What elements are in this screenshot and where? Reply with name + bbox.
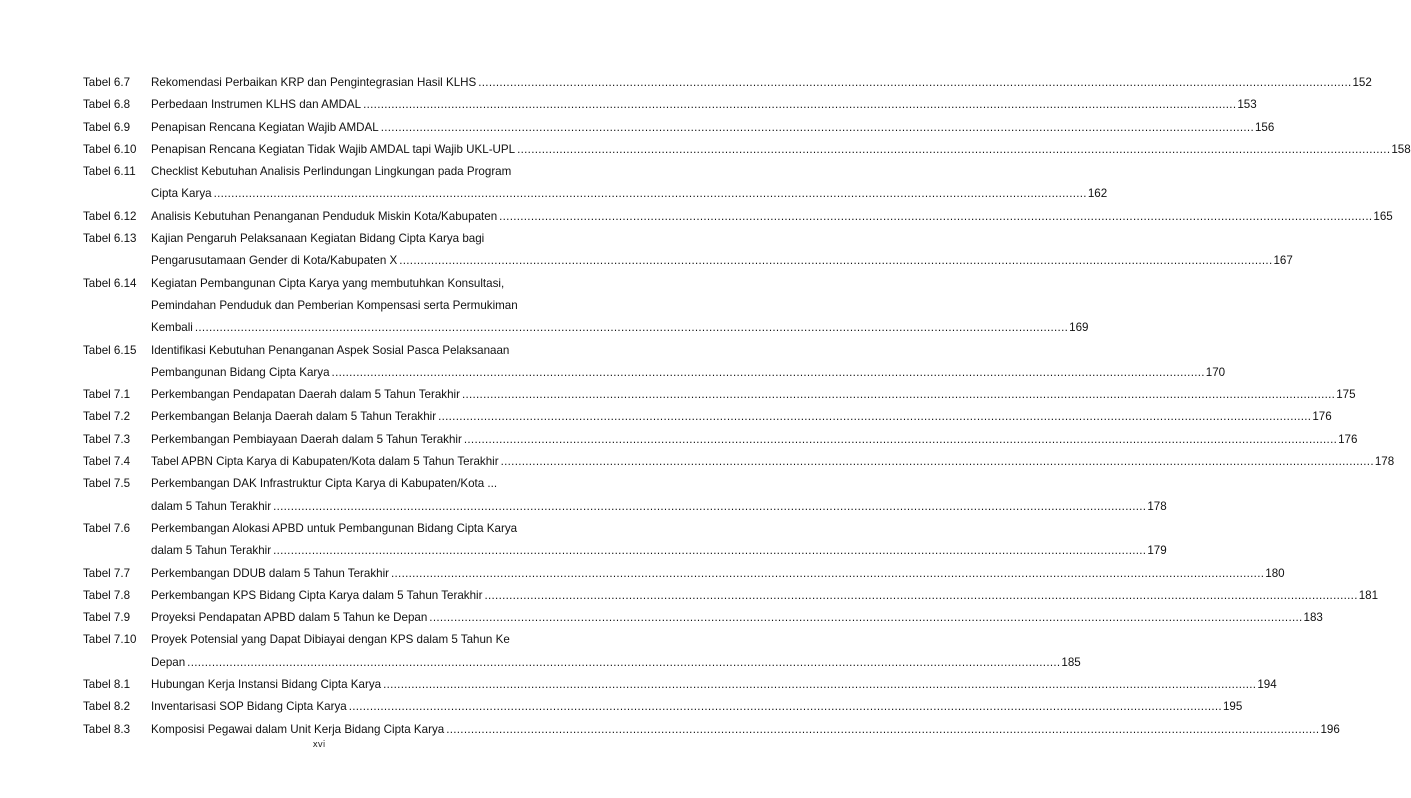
dot-leader <box>462 429 1337 451</box>
toc-entry-title-line <box>151 719 1340 741</box>
dot-leader <box>185 652 1060 674</box>
toc-entry-title <box>151 451 1395 473</box>
toc-entry-title-line <box>151 183 1108 205</box>
toc-entry-label: Tabel 6.10 <box>83 142 137 156</box>
toc-entry <box>83 340 1226 385</box>
toc-entry <box>83 674 1277 696</box>
dot-leader <box>361 94 1236 116</box>
toc-entry <box>83 72 1372 94</box>
toc-entry-page: 194 <box>1257 678 1277 692</box>
toc-entry-label: Tabel 7.9 <box>83 611 131 625</box>
toc-entry <box>83 607 1323 629</box>
toc-entry-title <box>151 384 1356 406</box>
dot-leader <box>330 362 1205 384</box>
toc-entry <box>83 139 1411 161</box>
toc-entry-title <box>151 696 1243 718</box>
toc-entry-title-text: Penapisan Rencana Kegiatan Wajib AMDAL <box>151 120 379 134</box>
dot-leader <box>460 384 1335 406</box>
toc-entry-title-line <box>151 607 1323 629</box>
toc-entry <box>83 518 1167 563</box>
toc-entry <box>83 161 1108 206</box>
toc-entry-page: 183 <box>1303 611 1323 625</box>
toc-entry-label: Tabel 7.7 <box>83 566 131 580</box>
toc-entry <box>83 94 1257 116</box>
toc-entry <box>83 563 1285 585</box>
toc-entry <box>83 117 1275 139</box>
toc-entry-label: Tabel 8.3 <box>83 722 131 736</box>
toc-entry-title-line <box>151 117 1275 139</box>
toc-entry-title <box>151 72 1372 94</box>
dot-leader <box>397 250 1272 272</box>
toc-entry-title <box>151 629 1081 674</box>
toc-entry-title <box>151 161 1108 206</box>
dot-leader <box>271 540 1146 562</box>
dot-leader <box>271 496 1146 518</box>
toc-entry-label: Tabel 8.2 <box>83 700 131 714</box>
toc-entry-title-text: dalam 5 Tahun Terakhir <box>151 544 272 558</box>
toc-entry <box>83 406 1332 428</box>
toc-entry-title-text: Analisis Kebutuhan Penanganan Penduduk Miskin Kota/Kabupaten <box>151 209 498 223</box>
dot-leader <box>427 607 1302 629</box>
toc-entry-page: 195 <box>1222 700 1243 714</box>
toc-entry <box>83 719 1340 741</box>
toc-entry-title-text: Perbedaan Instrumen KLHS dan AMDAL <box>151 98 362 112</box>
dot-leader <box>499 451 1374 473</box>
toc-entry-title-text: Perkembangan Belanja Daerah dalam 5 Tahun Terakhir <box>151 410 437 424</box>
toc-entry-title-text: Pengarusutamaan Gender di Kota/Kabupaten X <box>151 254 398 268</box>
toc-entry-title-text: Hubungan Kerja Instansi Bidang Cipta Karya <box>151 678 382 692</box>
dot-leader <box>436 406 1311 428</box>
toc-entry-label: Tabel 6.7 <box>83 76 131 89</box>
toc-entry-title-text: Cipta Karya <box>151 187 212 201</box>
toc-entry-page: 178 <box>1147 499 1167 513</box>
toc-entry-title-text: Pembangunan Bidang Cipta Karya <box>151 365 330 379</box>
toc-entry-page: 196 <box>1320 722 1340 736</box>
toc-entry-label: Tabel 8.1 <box>83 678 131 692</box>
toc-entry-title-text: Proyeksi Pendapatan APBD dalam 5 Tahun ke Depan <box>151 611 428 625</box>
toc-entry-title-text: Kembali <box>151 321 193 335</box>
dot-leader <box>347 696 1222 718</box>
toc-entry-page: 176 <box>1312 410 1332 424</box>
toc-entry-label: Tabel 6.12 <box>83 209 137 223</box>
toc-entry-page: 176 <box>1338 432 1358 446</box>
toc-entry-page: 179 <box>1147 544 1167 558</box>
toc-entry-title <box>151 563 1285 585</box>
toc-entry-label: Tabel 7.4 <box>83 455 131 469</box>
toc-entry-title-line <box>151 139 1411 161</box>
toc-entry-title-text: Depan <box>151 655 186 669</box>
dot-leader <box>515 139 1390 161</box>
toc-entry-title-line <box>151 496 1167 518</box>
toc-entry <box>83 451 1395 473</box>
dot-leader <box>444 719 1319 741</box>
toc-entry-title-text: dalam 5 Tahun Terakhir <box>151 499 272 513</box>
toc-entry-title-text: Komposisi Pegawai dalam Unit Kerja Bidang Cipta Karya <box>151 722 445 736</box>
dot-leader <box>193 317 1068 339</box>
dot-leader <box>497 206 1372 228</box>
toc-entry-title-text: Perkembangan Pendapatan Daerah dalam 5 Tahun Terakhir <box>151 388 460 402</box>
toc-entry-title <box>151 94 1257 116</box>
toc-entry-title-line: Pemindahan Penduduk dan Pemberian Kompensasi serta Permukiman <box>151 298 518 312</box>
toc-entry-title-line <box>151 674 1277 696</box>
toc-entry-title-text: Tabel APBN Cipta Karya di Kabupaten/Kota dalam 5 Tahun Terakhir <box>151 455 499 469</box>
toc-entry-page: 165 <box>1373 209 1393 223</box>
toc-entry-title <box>151 406 1332 428</box>
toc-entry-title-text: Inventarisasi SOP Bidang Cipta Karya <box>151 700 347 714</box>
toc-entry-title <box>151 585 1379 607</box>
toc-entry <box>83 228 1293 273</box>
toc-entry-title <box>151 206 1393 228</box>
toc-entry-title-line <box>151 206 1393 228</box>
toc-entry-title <box>151 429 1358 451</box>
dot-leader <box>381 674 1256 696</box>
toc-entry-title-text: Penapisan Rencana Kegiatan Tidak Wajib AMDAL tapi Wajib UKL-UPL <box>151 142 516 156</box>
toc-entry-title-line: Checklist Kebutuhan Analisis Perlindungan Lingkungan pada Program <box>151 165 512 179</box>
toc-entry-title-text: Perkembangan KPS Bidang Cipta Karya dalam 5 Tahun Terakhir <box>151 588 483 602</box>
dot-leader <box>379 117 1254 139</box>
toc-entry-title <box>151 139 1411 161</box>
toc-entry-title <box>151 719 1340 741</box>
toc-entry-label: Tabel 7.3 <box>83 432 131 446</box>
toc-entry-label: Tabel 6.11 <box>83 165 136 179</box>
toc-entry <box>83 473 1167 518</box>
toc-entry <box>83 206 1393 228</box>
toc-entry-title <box>151 607 1323 629</box>
toc-entry-page: 185 <box>1061 655 1081 669</box>
toc-entry-title <box>151 273 1089 340</box>
toc-entry-title-line <box>151 317 1089 339</box>
toc-entry-title <box>151 340 1226 385</box>
toc-entry-title-line <box>151 585 1379 607</box>
toc-entry-page: 170 <box>1205 365 1226 379</box>
toc-entry-title-line: Kegiatan Pembangunan Cipta Karya yang membutuhkan Konsultasi, <box>151 276 505 290</box>
toc-entry-page: 156 <box>1254 120 1275 134</box>
toc-entry-title-line <box>151 652 1081 674</box>
toc-entry-label: Tabel 6.13 <box>83 232 137 246</box>
table-of-tables <box>83 72 1411 741</box>
toc-entry-page: 180 <box>1265 566 1285 580</box>
toc-entry-page: 181 <box>1358 588 1379 602</box>
toc-entry-title-text: Perkembangan Pembiayaan Daerah dalam 5 Tahun Terakhir <box>151 432 462 446</box>
toc-entry-label: Tabel 6.15 <box>83 343 137 357</box>
toc-entry-page: 167 <box>1273 254 1293 268</box>
toc-entry-label: Tabel 7.6 <box>83 521 131 535</box>
page-number: xvi <box>312 740 326 750</box>
toc-entry-title <box>151 117 1275 139</box>
toc-entry-title-line <box>151 406 1332 428</box>
toc-entry-page: 152 <box>1352 76 1372 89</box>
toc-entry-title-line: Kajian Pengaruh Pelaksanaan Kegiatan Bidang Cipta Karya bagi <box>151 232 485 246</box>
dot-leader <box>389 563 1264 585</box>
toc-entry-title-text: Rekomendasi Perbaikan KRP dan Pengintegrasian Hasil KLHS <box>151 76 477 89</box>
toc-entry-label: Tabel 7.10 <box>83 633 137 647</box>
toc-entry <box>83 384 1356 406</box>
dot-leader <box>482 585 1357 607</box>
toc-entry-page: 178 <box>1374 455 1395 469</box>
toc-entry-title <box>151 674 1277 696</box>
toc-entry-page: 175 <box>1336 388 1356 402</box>
toc-entry-title-line <box>151 563 1285 585</box>
toc-entry-label: Tabel 7.5 <box>83 477 131 491</box>
toc-entry-title <box>151 228 1293 273</box>
toc-entry-title-line <box>151 540 1167 562</box>
toc-entry <box>83 429 1358 451</box>
toc-entry-title-line <box>151 362 1226 384</box>
toc-entry-title-line: Proyek Potensial yang Dapat Dibiayai dengan KPS dalam 5 Tahun Ke <box>151 633 510 647</box>
toc-entry-page: 153 <box>1237 98 1257 112</box>
toc-entry <box>83 273 1089 340</box>
toc-entry-title-line <box>151 384 1356 406</box>
toc-entry-title <box>151 473 1167 518</box>
toc-entry-label: Tabel 7.1 <box>83 388 131 402</box>
dot-leader <box>476 72 1351 94</box>
toc-entry-label: Tabel 7.2 <box>83 410 131 424</box>
toc-entry-title-line <box>151 72 1372 94</box>
toc-entry-page: 162 <box>1087 187 1108 201</box>
toc-entry <box>83 585 1379 607</box>
toc-entry-title-line: Perkembangan Alokasi APBD untuk Pembangunan Bidang Cipta Karya <box>151 521 518 535</box>
toc-entry-label: Tabel 6.14 <box>83 276 137 290</box>
toc-entry-label: Tabel 6.9 <box>83 120 131 134</box>
toc-entry-title-line: Identifikasi Kebutuhan Penanganan Aspek Sosial Pasca Pelaksanaan <box>151 343 510 357</box>
toc-entry-title <box>151 518 1167 563</box>
toc-entry-title-line <box>151 696 1243 718</box>
toc-entry-label: Tabel 6.8 <box>83 98 131 112</box>
toc-entry-title-line <box>151 451 1395 473</box>
toc-entry <box>83 629 1081 674</box>
toc-entry-title-line <box>151 429 1358 451</box>
toc-entry-page: 158 <box>1391 142 1411 156</box>
toc-entry-label: Tabel 7.8 <box>83 588 131 602</box>
toc-entry-title-line <box>151 250 1293 272</box>
toc-entry-title-text: Perkembangan DDUB dalam 5 Tahun Terakhir <box>151 566 390 580</box>
toc-entry-title-line: Perkembangan DAK Infrastruktur Cipta Karya di Kabupaten/Kota ... <box>151 477 498 491</box>
dot-leader <box>212 183 1087 205</box>
toc-entry-page: 169 <box>1069 321 1089 335</box>
toc-entry-title-line <box>151 94 1257 116</box>
toc-entry <box>83 696 1243 718</box>
